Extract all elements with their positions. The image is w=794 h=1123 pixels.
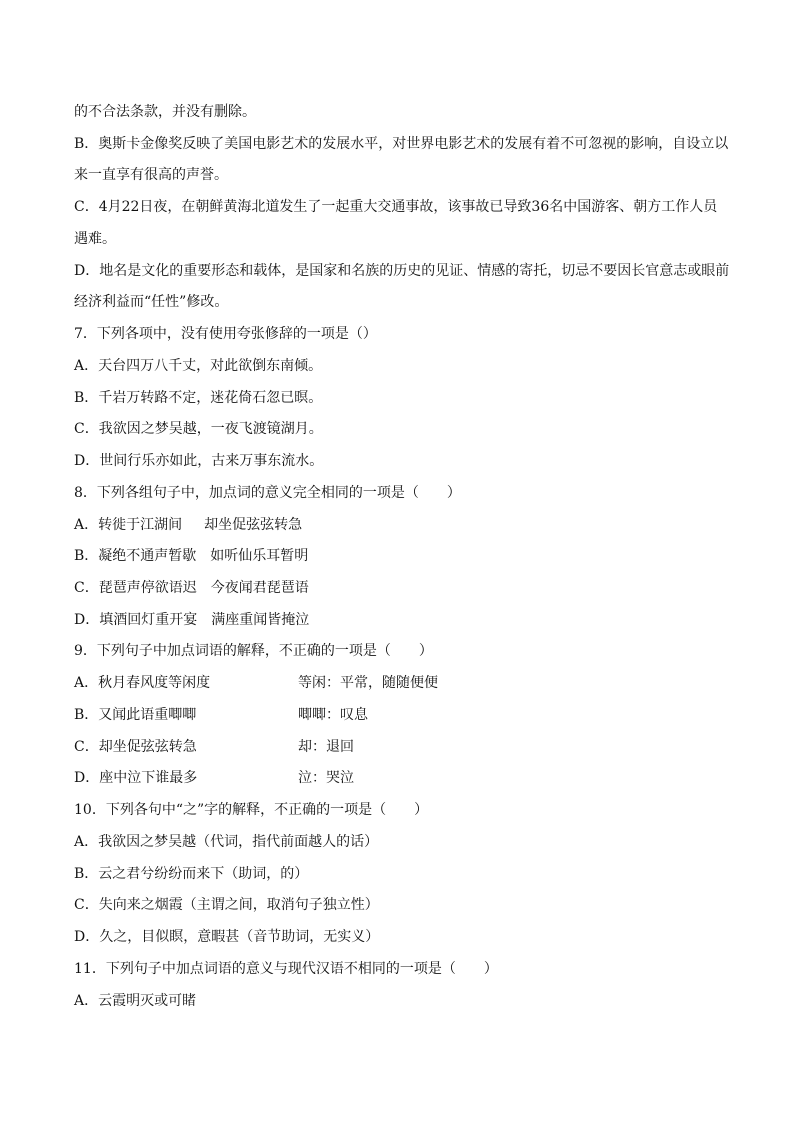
q8-option-d-left: D．填酒回灯重开宴 — [74, 612, 198, 628]
q6-option-b: B．奥斯卡金像奖反映了美国电影艺术的发展水平，对世界电影艺术的发展有着不可忽视的影响，自设立以 — [74, 136, 729, 152]
q10-option-a: A．我欲因之梦吴越（代词，指代前面越人的话） — [74, 834, 379, 850]
q9-stem: 9．下列句子中加点词语的解释，不正确的一项是（ ） — [74, 643, 433, 659]
q9-option-a-explanation: 等闲：平常，随随便便 — [298, 675, 438, 691]
q7-option-a: A．天台四万八千丈，对此欲倒东南倾。 — [74, 358, 323, 374]
q8-option-b — [74, 546, 308, 566]
q9-option-d-explanation: 泣：哭泣 — [298, 770, 354, 786]
q10-option-c: C．失向来之烟霞（主谓之间，取消句子独立性） — [74, 897, 379, 913]
q8-option-d — [74, 610, 309, 630]
q6-option-a-continuation: 的不合法条款，并没有删除。 — [74, 104, 256, 120]
q8-option-a-right: 却坐促弦弦转急 — [204, 517, 303, 533]
q8-option-b-left: B．凝绝不通声暂歇 — [74, 548, 197, 564]
q9-option-b-sentence: B．又闻此语重唧唧 — [74, 707, 197, 723]
q10-option-b: B．云之君兮纷纷而来下（助词，的） — [74, 866, 309, 882]
q6-option-c-continuation: 遇难。 — [74, 231, 116, 247]
q8-option-c — [74, 578, 309, 598]
q8-option-c-right: 今夜闻君琵琶语 — [210, 580, 309, 596]
q9-option-d-sentence: D．座中泣下谁最多 — [74, 770, 198, 786]
q8-option-c-left: C．琵琶声停欲语迟 — [74, 580, 197, 596]
q8-option-b-right: 如听仙乐耳暂明 — [210, 548, 309, 564]
q10-stem: 10．下列各句中“之”字的解释，不正确的一项是（ ） — [74, 802, 429, 818]
q9-option-b-explanation: 唧唧：叹息 — [298, 707, 368, 723]
q8-option-a-left: A．转徙于江湖间 — [74, 517, 183, 533]
q8-stem: 8．下列各组句子中，加点词的意义完全相同的一项是（ ） — [74, 485, 461, 501]
q11-stem: 11．下列句子中加点词语的意义与现代汉语不相同的一项是（ ） — [74, 961, 498, 977]
q7-option-d: D．世间行乐亦如此，古来万事东流水。 — [74, 453, 324, 469]
q10-option-d: D．久之，目似瞑，意暇甚（音节助词，无实义） — [74, 929, 380, 945]
q6-option-b-continuation: 来一直享有很高的声誉。 — [74, 167, 228, 183]
q9-option-c-explanation: 却：退回 — [298, 739, 354, 755]
q6-option-d: D．地名是文化的重要形态和载体，是国家和名族的历史的见证、情感的寄托，切忌不要因长官意志或眼前 — [74, 263, 730, 279]
q7-option-b: B．千岩万转路不定，迷花倚石忽已暝。 — [74, 390, 323, 406]
q8-option-d-right: 满座重闻皆掩泣 — [211, 612, 310, 628]
q6-option-d-continuation: 经济利益而“任性”修改。 — [74, 294, 229, 310]
q7-stem: 7．下列各项中，没有使用夸张修辞的一项是（） — [74, 326, 377, 342]
q6-option-c: C．4月22日夜，在朝鲜黄海北道发生了一起重大交通事故，该事故已导致36名中国游客、朝方工作人员 — [74, 199, 718, 215]
q9-option-a-sentence: A．秋月春风度等闲度 — [74, 675, 211, 691]
q7-option-c: C．我欲因之梦吴越，一夜飞渡镜湖月。 — [74, 421, 323, 437]
q8-option-a — [74, 515, 302, 535]
q11-option-a: A．云霞明灭或可睹 — [74, 993, 197, 1009]
q9-option-c-sentence: C．却坐促弦弦转急 — [74, 739, 197, 755]
